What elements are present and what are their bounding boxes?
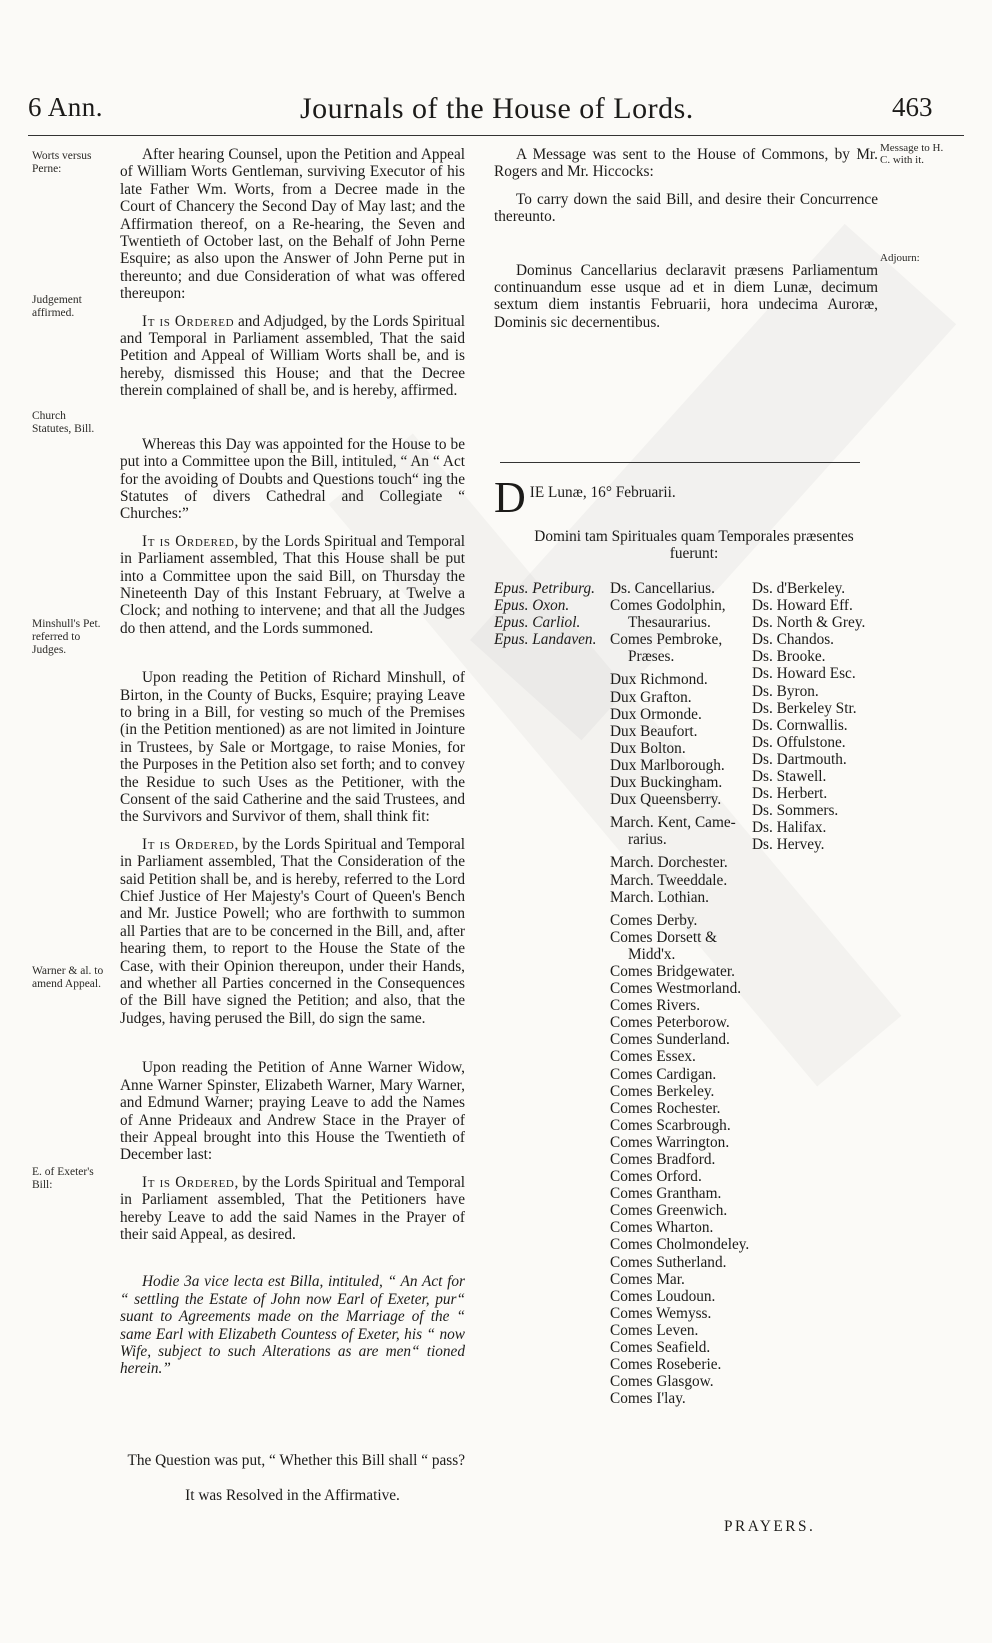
list-item: Ds. Sommers. <box>752 802 839 820</box>
bishops-list <box>494 580 596 648</box>
list-item: Epus. Carliol. <box>494 614 581 632</box>
list-item: March. Dorchester. <box>610 854 728 872</box>
list-item: Ds. Dartmouth. <box>752 750 847 768</box>
header-page-number: 463 <box>892 92 933 122</box>
margin-note-exeter: E. of Exeter's Bill: <box>32 1166 94 1191</box>
margin-note-warner: Warner & al. to amend Appeal. <box>32 965 104 990</box>
list-item: Præses. <box>628 648 675 666</box>
paragraph-judgement <box>120 313 465 400</box>
list-item: Comes Wharton. <box>610 1219 714 1237</box>
list-item: Comes Rochester. <box>610 1099 721 1117</box>
list-item: Dux Marlborough. <box>610 756 725 774</box>
paragraph-adjournment: Dominus Cancellarius declaravit præsens Parliamentum continuandum esse usque ad et in diem Lunæ, decimum sextum diem instantis Februarii, hora undecima Auroræ, Dominis sic decernentibus. <box>494 261 878 331</box>
margin-note-message: Message to H. C. with it. <box>880 142 944 166</box>
list-item: March. Lothian. <box>610 888 709 906</box>
list-item: Comes Essex. <box>610 1048 696 1066</box>
list-item: Comes I'lay. <box>610 1390 686 1408</box>
day-heading-text: IE Lunæ, 16° Februarii. <box>529 484 676 501</box>
list-item: Comes Seafield. <box>610 1339 711 1357</box>
paragraph-exeter-bill: Hodie 3a vice lecta est Billa, intituled, “ An Act for “ settling the Estate of John now Earl of Exeter, pur“ suant to Agreements made on the Marriage of the “ same Earl with Elizabeth Countess of Exeter, his “ now Wife, subject to such Alterations as are men“ tioned herein.” <box>120 1273 465 1378</box>
paragraph-carry-bill: To carry down the said Bill, and desire their Concurrence thereunto. <box>494 190 878 226</box>
margin-note-church: Church Statutes, Bill. <box>32 410 95 435</box>
list-item: Comes Greenwich. <box>610 1202 728 1220</box>
list-item: Ds. Cornwallis. <box>752 716 848 734</box>
list-item: Epus. Oxon. <box>494 597 570 615</box>
list-item: Dux Grafton. <box>610 688 692 706</box>
paragraph-worts-appeal: After hearing Counsel, upon the Petition and Appeal of William Worts Gentleman, surviving Executor of his late Father Wm. Worts, from a Decree made in the Court of Chancery the Second Day of May last; and the Affirmation thereof, on a Re-hearing, the Seven and Twentieth of October last, on the Behalf of John Perne Esquire; as also upon the Answer of John Perne put in thereunto; and due Consideration of what was offered thereupon: <box>120 146 465 303</box>
list-item: Comes Westmorland. <box>610 980 742 998</box>
list-item: Ds. Brooke. <box>752 648 826 666</box>
list-item: Ds. Stawell. <box>752 768 827 786</box>
ordered-lead: It is Ordered <box>142 1173 235 1191</box>
barons-list <box>752 580 865 854</box>
list-item: Midd'x. <box>628 945 676 963</box>
list-item: March. Tweeddale. <box>610 871 728 889</box>
day-heading <box>494 473 878 522</box>
list-item: Dux Richmond. <box>610 671 708 689</box>
left-column <box>120 146 465 1388</box>
list-item: Comes Sunderland. <box>610 1031 730 1049</box>
list-item: Comes Bradford. <box>610 1151 716 1168</box>
paragraph-text: , by the Lords Spiritual and Temporal in Parliament assembled, That the Consideration of the said Petition shall be, and is hereby, referred to the Lord Chief Justice of Her Majesty's Court of Queen's Bench and Mr. Justice Powell; who are forthwith to summon all Parties that are to be concerned in the Bill, and, after hearing them, to report to the House the State of the Case, with their Opinion thereupon, under their Hands, and whether all Parties concerned in the Consequences of the Bill have signed the Petition; and also, that the Judges, having perused the Bill, do sign the same. <box>120 835 465 1027</box>
catchword: PRAYERS. <box>724 1518 816 1535</box>
list-item: Epus. Landaven. <box>494 631 597 649</box>
list-item: Ds. Chandos. <box>752 631 835 649</box>
list-item: Ds. d'Berkeley. <box>752 580 846 597</box>
list-item: Comes Grantham. <box>610 1185 722 1203</box>
list-item: Ds. Hervey. <box>752 836 825 854</box>
paragraph-warner-petition: Upon reading the Petition of Anne Warner Widow, Anne Warner Spinster, Elizabeth Warner, Mary Warner, and Edmund Warner; praying Leave to add the Names of Anne Prideaux and Andrew Stace in the Prayer of their Appeal brought into this House the Twentieth of December last: <box>120 1059 465 1164</box>
list-item: Dux Beaufort. <box>610 722 698 740</box>
list-item: Comes Glasgow. <box>610 1373 714 1391</box>
margin-note-worts: Worts versus Perne: <box>32 150 92 175</box>
paragraph-warner-order <box>120 1174 465 1244</box>
list-item: Dux Ormonde. <box>610 705 702 723</box>
list-item: Comes Wemyss. <box>610 1304 712 1322</box>
list-item: Comes Sutherland. <box>610 1253 727 1271</box>
drop-cap: D <box>494 473 526 522</box>
list-item: Comes Scarbrough. <box>610 1116 731 1134</box>
lords-present-heading: Domini tam Spirituales quam Temporales præsentes fuerunt: <box>534 528 854 563</box>
list-item: Ds. Howard Esc. <box>752 665 856 683</box>
ordered-lead: It is Ordered <box>142 532 235 550</box>
list-item: Comes Mar. <box>610 1270 685 1288</box>
list-item: Ds. Halifax. <box>752 819 827 837</box>
list-item: Comes Loudoun. <box>610 1287 716 1305</box>
header-regnal-year: 6 Ann. <box>28 92 104 122</box>
list-item: Comes Rivers. <box>610 997 701 1015</box>
list-item: Comes Roseberie. <box>610 1356 722 1374</box>
list-item: Ds. Byron. <box>752 682 819 700</box>
list-item: Comes Godolphin, <box>610 597 726 615</box>
paragraph-minshull-petition: Upon reading the Petition of Richard Minshull, of Birton, in the County of Bucks, Esquire; praying Leave to bring in a Bill, for vesting so much of the Premises (in the Petition mentioned) as are not limited in Jointure in Trustees, by Sale or Mortgage, to raise Monies, for the Purposes in the Petition also set forth; and to convey the Residue to such Uses as the Petitioner, with the Consent of the said Catherine and the said Trustees, and the Survivors and Survivor of them, shall think fit: <box>120 669 465 826</box>
list-item: Comes Bridgewater. <box>610 962 735 980</box>
list-item: Epus. Petriburg. <box>494 580 595 597</box>
list-item: Ds. Offulstone. <box>752 733 846 751</box>
list-item: Comes Derby. <box>610 911 698 929</box>
list-item: Comes Cholmondeley. <box>610 1236 750 1254</box>
list-item: Comes Peterborow. <box>610 1014 730 1032</box>
list-item: March. Kent, Came- <box>610 814 736 832</box>
paragraph-church-statutes: Whereas this Day was appointed for the House to be put into a Committee upon the Bill, intituled, “ An “ Act for the avoiding of Doubts and Questions touch“ ing the Statutes of divers Cathedral and Collegiate “ Churches:” <box>120 435 465 523</box>
paragraph-referred-judges <box>120 836 465 1027</box>
list-item: Dux Buckingham. <box>610 774 723 792</box>
list-item: rarius. <box>628 831 667 849</box>
right-column <box>494 146 878 341</box>
list-item: Ds. Cancellarius. <box>610 580 715 597</box>
list-item: Comes Berkeley. <box>610 1082 715 1100</box>
margin-note-adjourn: Adjourn: <box>880 252 920 264</box>
paragraph-committee-order <box>120 533 465 637</box>
list-item: Comes Leven. <box>610 1321 699 1339</box>
list-item: Comes Warrington. <box>610 1133 730 1151</box>
list-item: Dux Queensberry. <box>610 791 722 809</box>
margin-note-judgement: Judgement affirmed. <box>32 294 82 319</box>
list-item: Ds. North & Grey. <box>752 614 866 632</box>
list-item: Ds. Berkeley Str. <box>752 699 857 717</box>
ordered-lead: It is Ordered <box>142 312 235 330</box>
list-item: Thesaurarius. <box>628 614 711 632</box>
list-item: Ds. Howard Eff. <box>752 597 853 615</box>
section-rule <box>500 462 860 463</box>
list-item: Comes Cardigan. <box>610 1065 717 1083</box>
peers-list <box>610 580 749 1407</box>
paragraph-text: , by the Lords Spiritual and Temporal in Parliament assembled, That the Petitioners have hereby Leave to add the said Names in the Prayer of their said Appeal, as desired. <box>120 1173 465 1243</box>
list-item: Comes Dorsett & <box>610 928 718 946</box>
list-item: Comes Orford. <box>610 1168 702 1186</box>
paragraph-text: and Adjudged, by the Lords Spiritual and Temporal in Parliament assembled, That the said Petition and Appeal of William Worts shall be, and is hereby, dismissed this House; and that the Decree therein complained of shall be, and is hereby, affirmed. <box>120 312 465 400</box>
resolved-affirmative: It was Resolved in the Affirmative. <box>185 1487 400 1504</box>
paragraph-text: , by the Lords Spiritual and Temporal in Parliament assembled, That this House shall be put into a Committee upon the said Bill, on Thursday the Nineteenth Day of this Instant February, at Twelve a Clock; and nothing to intervene; and that all the Judges do then attend, and the Lords summoned. <box>120 532 465 637</box>
question-put: The Question was put, “ Whether this Bill shall “ pass? <box>127 1452 465 1469</box>
paragraph-message-commons: A Message was sent to the House of Commons, by Mr. Rogers and Mr. Hiccocks: <box>494 146 878 181</box>
list-item: Ds. Herbert. <box>752 785 828 803</box>
margin-note-minshull: Minshull's Pet. referred to Judges. <box>32 618 101 656</box>
header-title: Journals of the House of Lords. <box>300 92 694 125</box>
list-item: Comes Pembroke, <box>610 631 723 649</box>
ordered-lead: It is Ordered <box>142 835 235 853</box>
header-rule <box>28 135 964 136</box>
list-item: Dux Bolton. <box>610 739 686 757</box>
